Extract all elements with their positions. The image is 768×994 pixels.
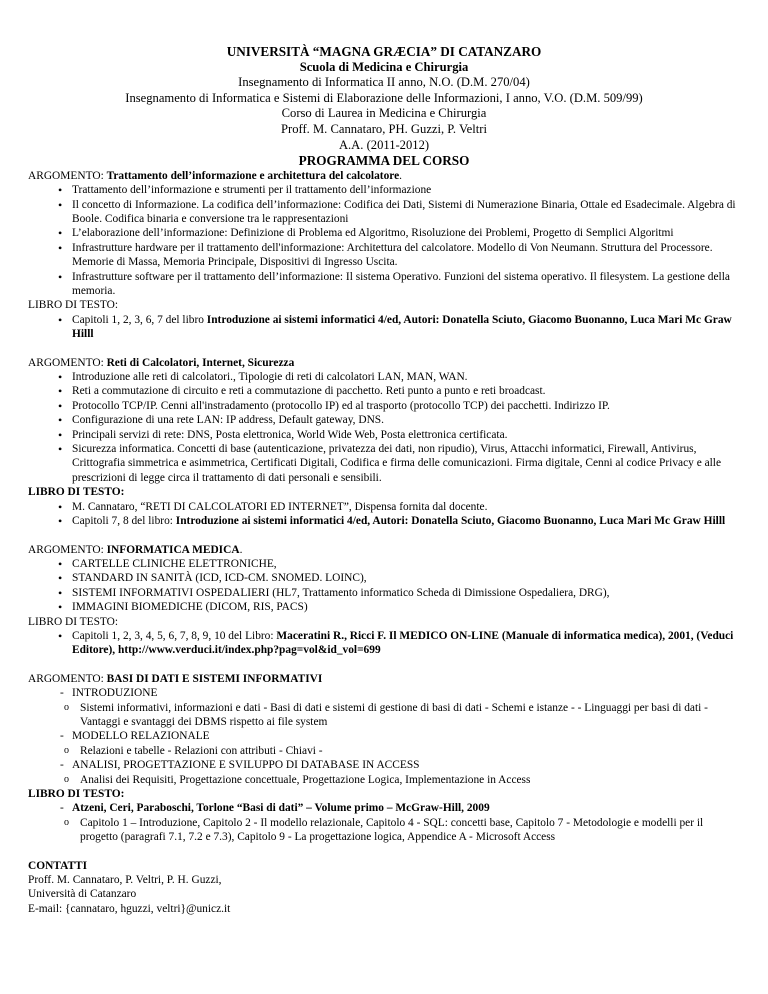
contacts-section <box>28 859 740 917</box>
subtopic-list <box>28 816 740 845</box>
list-item: • STANDARD IN SANITÀ (ICD, ICD-CM. SNOMED. LOINC), <box>28 571 740 585</box>
list-item <box>28 729 740 758</box>
textbook-list <box>28 500 740 529</box>
book-prefix: Capitoli 1, 2, 3, 4, 5, 6, 7, 8, 9, 10 del Libro: <box>72 629 277 642</box>
subtopic-title: - INTRODUZIONE <box>72 687 158 700</box>
textbook-label: LIBRO DI TESTO: <box>28 299 119 312</box>
topic-list <box>28 686 740 787</box>
section-medical-informatics <box>28 543 740 658</box>
document-page <box>28 44 740 916</box>
list-item <box>28 313 740 342</box>
topic-title: Trattamento dell’informazione e architettura del calcolatore <box>106 169 400 182</box>
academic-year: A.A. (2011-2012) <box>338 137 430 152</box>
book-title: Maceratini R., Ricci F. Il MEDICO ON-LINE (Manuale di informatica medica), 2001, (Veduci Editore), http://www.verduci.it/index.php?pag=vol&id_vol=699 <box>72 629 734 657</box>
contacts-university: Università di Catanzaro <box>28 888 137 901</box>
topic-list <box>28 183 740 298</box>
subtopic-list <box>28 701 740 730</box>
list-item: • Il concetto di Informazione. La codifica dell’informazione: Codifica dei Dati, Sistemi di Numerazione Binaria, Ottale ed Esadecimale. Algebra di Boole. Codifica binaria e conversione tra le rappresentazioni <box>28 198 740 227</box>
list-item: • IMMAGINI BIOMEDICHE (DICOM, RIS, PACS) <box>28 600 740 614</box>
university-name: UNIVERSITÀ “MAGNA GRÆCIA” DI CATANZARO <box>226 44 542 59</box>
contacts-names: Proff. M. Cannataro, P. Veltri, P. H. Guzzi, <box>28 874 222 887</box>
book-title: Introduzione ai sistemi informatici 4/ed, Autori: Donatella Sciuto, Giacomo Buonanno, Luca Mari Mc Graw Hilll <box>175 515 726 528</box>
textbook-list <box>28 801 740 844</box>
section-topic <box>28 356 740 370</box>
list-item: • Sicurezza informatica. Concetti di base (autenticazione, privatezza dei dati, non ripudio), Virus, Attacchi informatici, Firewall, Antivirus, Crittografia simmetrica e asimmetrica, Certificati Digitali, Codifica e firma delle comunicazioni. Firma digitale, Cenni al codice Privacy e alle prescrizioni di legge circa il trattamento di dati personali e sensibili. <box>28 442 740 485</box>
textbook-list <box>28 629 740 658</box>
list-item <box>28 514 740 528</box>
subtopic-list <box>28 773 740 787</box>
topic-label: ARGOMENTO: <box>28 543 107 556</box>
section-topic <box>28 543 740 557</box>
book-title: - Atzeni, Ceri, Paraboschi, Torlone “Basi di dati” – Volume primo – McGraw-Hill, 2009 <box>72 802 490 815</box>
list-item: • SISTEMI INFORMATIVI OSPEDALIERI (HL7, Trattamento informatico Scheda di Dimissione Ospedaliera, DRG), <box>28 586 740 600</box>
subtopic-title: - ANALISI, PROGETTAZIONE E SVILUPPO DI DATABASE IN ACCESS <box>72 759 420 772</box>
list-item: • CARTELLE CLINICHE ELETTRONICHE, <box>28 557 740 571</box>
section-architecture <box>28 169 740 342</box>
document-header <box>28 44 740 169</box>
topic-list <box>28 557 740 615</box>
list-item: o Relazioni e tabelle - Relazioni con attributi - Chiavi - <box>28 744 740 758</box>
list-item <box>28 629 740 658</box>
list-item: • Infrastrutture hardware per il trattamento dell'informazione: Architettura del calcolatore. Modello di Von Neumann. Struttura del Processore. Memorie di Massa, Memoria Principale, Dispositivi di Ingresso Uscita. <box>28 241 740 270</box>
program-title: PROGRAMMA DEL CORSO <box>298 153 470 169</box>
topic-label: ARGOMENTO: <box>28 169 107 182</box>
textbook-label: LIBRO DI TESTO: <box>28 615 119 628</box>
topic-end: . <box>239 543 243 556</box>
textbook-list <box>28 313 740 342</box>
degree-line: Corso di Laurea in Medicina e Chirurgia <box>281 106 487 121</box>
book-prefix: Capitoli 7, 8 del libro: <box>72 515 176 528</box>
topic-label: ARGOMENTO: <box>28 672 107 685</box>
subtopic-title: - MODELLO RELAZIONALE <box>72 730 210 743</box>
list-item: • Protocollo TCP/IP. Cenni all'instradamento (protocollo IP) ed al trasporto (protocollo TCP) dei pacchetti. Indirizzo IP. <box>28 399 740 413</box>
textbook-label: LIBRO DI TESTO: <box>28 788 125 800</box>
list-item: • Infrastrutture software per il trattamento dell’informazione: Il sistema Operativo. Funzioni del sistema operativo. Il filesystem. La gestione della memoria. <box>28 270 740 299</box>
list-item: • Trattamento dell’informazione e strumenti per il trattamento dell’informazione <box>28 183 740 197</box>
section-networks <box>28 356 740 529</box>
textbook-label: LIBRO DI TESTO: <box>28 486 125 499</box>
topic-list <box>28 370 740 485</box>
list-item: o Analisi dei Requisiti, Progettazione concettuale, Progettazione Logica, Implementazione in Access <box>28 773 740 787</box>
subtopic-list <box>28 744 740 758</box>
list-item <box>28 686 740 729</box>
list-item <box>28 801 740 844</box>
section-topic <box>28 672 740 686</box>
list-item: • Configurazione di una rete LAN: IP address, Default gateway, DNS. <box>28 413 740 427</box>
topic-title: INFORMATICA MEDICA <box>106 543 240 556</box>
list-item: • Principali servizi di rete: DNS, Posta elettronica, World Wide Web, Posta elettronica certificata. <box>28 428 740 442</box>
topic-label: ARGOMENTO: <box>28 356 107 369</box>
course-line-2: Insegnamento di Informatica e Sistemi di Elaborazione delle Informazioni, I anno, V.O. (D.M. 509/99) <box>125 90 643 105</box>
list-item: o Sistemi informativi, informazioni e dati - Basi di dati e sistemi di gestione di basi di dati - Schemi e istanze - - Linguaggi per basi di dati - Vantaggi e svantaggi dei DBMS rispetto ai file system <box>28 701 740 730</box>
book-title: Introduzione ai sistemi informatici 4/ed, Autori: Donatella Sciuto, Giacomo Buonanno, Luca Mari Mc Graw Hilll <box>72 313 732 341</box>
contacts-email: E-mail: {cannataro, hguzzi, veltri}@unicz.it <box>28 902 231 915</box>
topic-title: BASI DI DATI E SISTEMI INFORMATIVI <box>106 672 323 685</box>
section-databases <box>28 672 740 845</box>
book-prefix: Capitoli 1, 2, 3, 6, 7 del libro <box>72 313 207 326</box>
course-line-1: Insegnamento di Informatica II anno, N.O. (D.M. 270/04) <box>238 75 530 90</box>
section-topic <box>28 169 740 183</box>
contacts-title: CONTATTI <box>28 859 88 872</box>
list-item: • Introduzione alle reti di calcolatori., Tipologie di reti di calcolatori LAN, MAN, WAN. <box>28 370 740 384</box>
professors-line: Proff. M. Cannataro, PH. Guzzi, P. Veltri <box>281 121 487 136</box>
list-item: • Reti a commutazione di circuito e reti a commutazione di pacchetto. Reti punto a punto e reti broadcast. <box>28 384 740 398</box>
school-name: Scuola di Medicina e Chirurgia <box>299 59 469 74</box>
list-item: • M. Cannataro, “RETI DI CALCOLATORI ED INTERNET”, Dispensa fornita dal docente. <box>28 500 740 514</box>
list-item <box>28 758 740 787</box>
topic-title: Reti di Calcolatori, Internet, Sicurezza <box>106 356 295 369</box>
list-item: • L’elaborazione dell’informazione: Definizione di Problema ed Algoritmo, Risoluzione dei Problemi, Progetto di Semplici Algoritmi <box>28 226 740 240</box>
topic-end: . <box>399 169 403 182</box>
list-item: o Capitolo 1 – Introduzione, Capitolo 2 - Il modello relazionale, Capitolo 4 - SQL: concetti base, Capitolo 7 - Metodologie e modelli per il progetto (paragrafi 7.1, 7.2 e 7.3), Capitolo 9 - La progettazione logica, Appendice A - Microsoft Access <box>28 816 740 845</box>
